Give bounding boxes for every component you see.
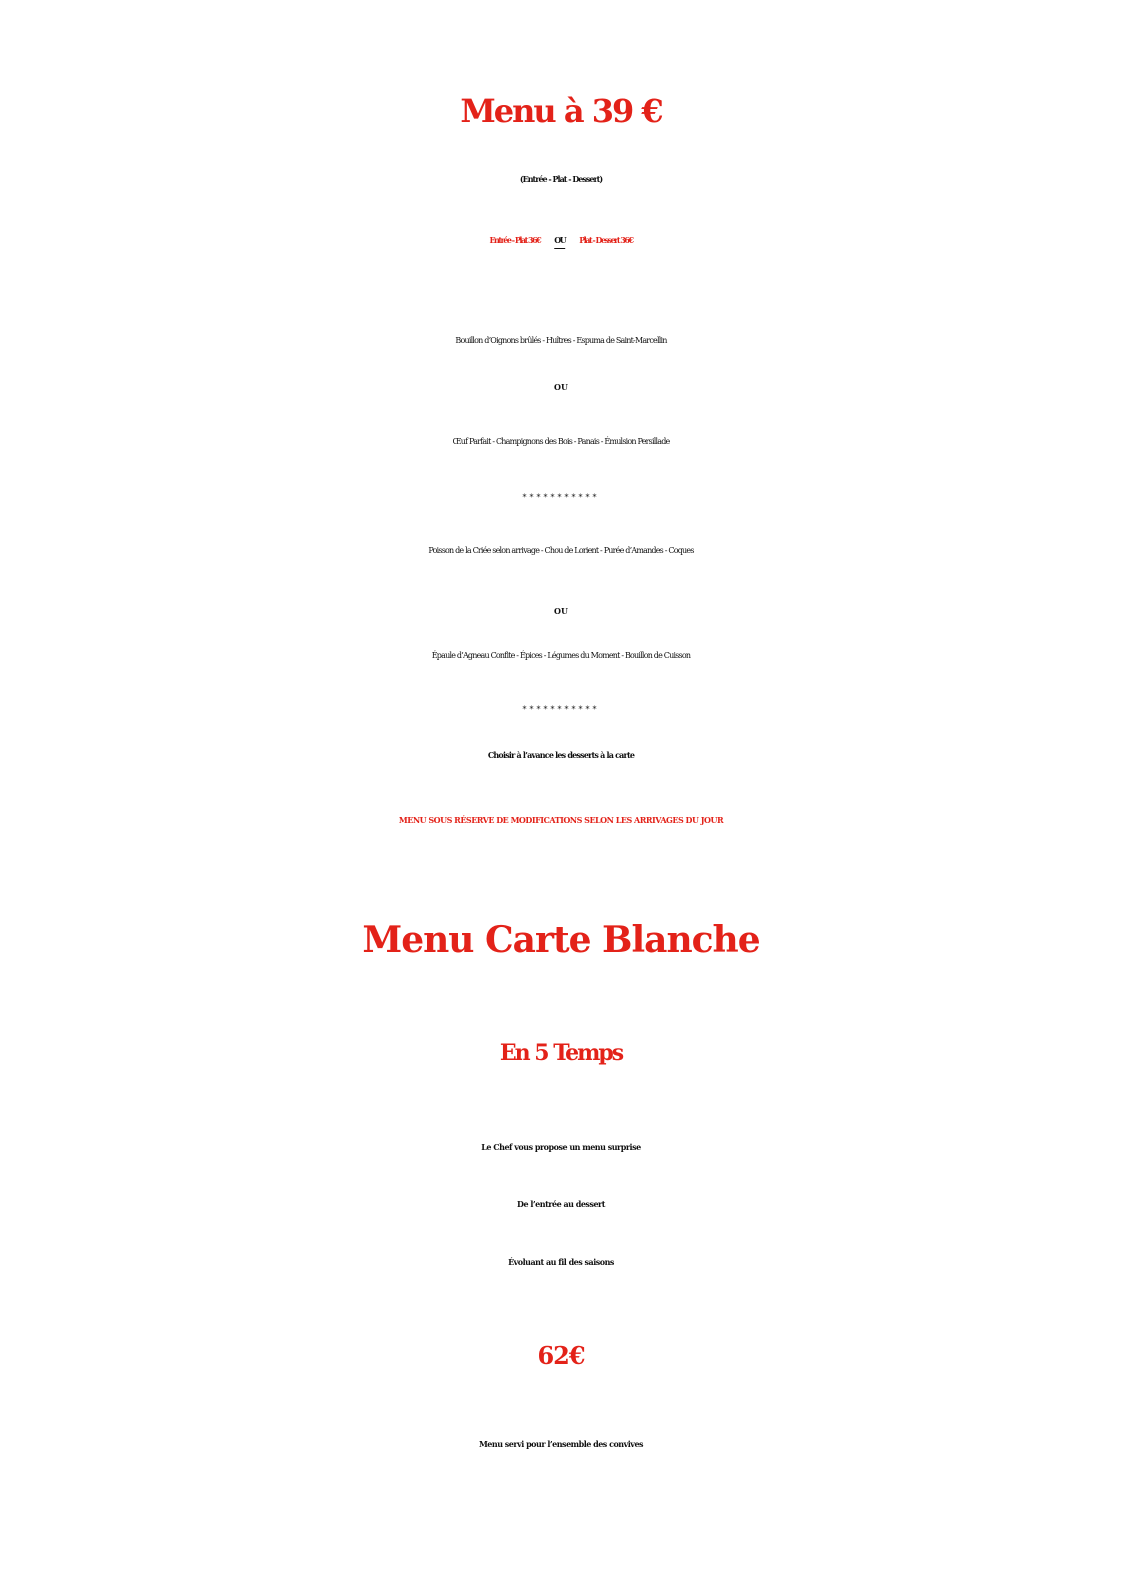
menu-39-title: Menu à 39 € — [460, 92, 662, 130]
carte-blanche-note: Menu servi pour l’ensemble des convives — [478, 1439, 644, 1449]
carte-blanche-description-line: De l’entrée au dessert — [517, 1199, 605, 1209]
carte-blanche-price: 62€ — [537, 1341, 585, 1370]
starter-item: Bouillon d’Oignons brûlés - Huîtres - Espuma de Saint-Marcellin — [455, 336, 667, 345]
option-entree-plat: Entrée - Plat 36€ — [489, 235, 541, 245]
course-separator: *********** — [522, 493, 600, 502]
main-item: Épaule d’Agneau Confite - Épices - Légumes du Moment - Bouillon de Cuisson — [431, 651, 691, 660]
dessert-note: Choisir à l’avance les desserts à la carte — [487, 750, 635, 760]
option-plat-dessert: Plat - Dessert 36€ — [579, 235, 633, 245]
carte-blanche-description-line: Évoluant au fil des saisons — [508, 1257, 614, 1267]
or-divider: OU — [554, 606, 568, 616]
or-divider: OU — [554, 382, 568, 392]
carte-blanche-title: Menu Carte Blanche — [362, 919, 760, 961]
carte-blanche-description-line: Le Chef vous propose un menu surprise — [481, 1142, 641, 1152]
menu-39-subtitle: (Entrée - Plat - Dessert) — [519, 174, 603, 184]
option-or-label: OU — [554, 235, 566, 245]
main-item: Poisson de la Criée selon arrivage - Chou de Lorient - Purée d’Amandes - Coques — [428, 546, 694, 555]
carte-blanche-subtitle: En 5 Temps — [499, 1040, 623, 1066]
menu-options-line — [0, 236, 1122, 244]
menu-disclaimer: MENU SOUS RÉSERVE DE MODIFICATIONS SELON LES ARRIVAGES DU JOUR — [398, 815, 724, 825]
starter-item: Œuf Parfait - Champignons des Bois - Panais - Émulsion Persillade — [452, 437, 670, 446]
course-separator: *********** — [522, 705, 600, 714]
